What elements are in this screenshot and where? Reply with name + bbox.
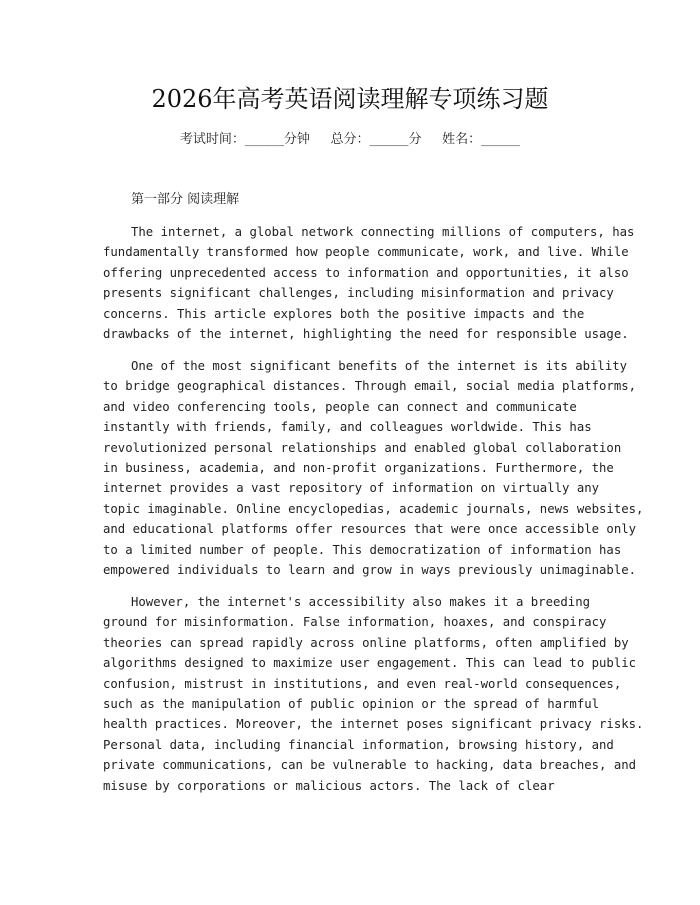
text-line: instantly with friends, family, and colleagues worldwide. This has	[103, 420, 592, 435]
section-heading: 第一部分 阅读理解	[131, 192, 240, 207]
text-line: internet provides a vast repository of information on virtually any	[103, 481, 600, 496]
text-line: topic imaginable. Online encyclopedias, academic journals, news websites,	[103, 501, 644, 516]
text-line: in business, academia, and non-profit organizations. Furthermore, the	[103, 460, 614, 475]
text-line: private communications, can be vulnerable to hacking, data breaches, and	[103, 758, 637, 773]
text-line: fundamentally transformed how people communicate, work, and live. While	[103, 245, 629, 260]
text-line: health practices. Moreover, the internet poses significant privacy risks.	[103, 717, 644, 732]
page-title: 2026年高考英语阅读理解专项练习题	[151, 85, 549, 113]
text-line: confusion, mistrust in institutions, and even real-world consequences,	[103, 676, 622, 691]
text-line: to a limited number of people. This democratization of information has	[103, 542, 622, 557]
text-line: revolutionized personal relationships and enabled global collaboration	[103, 440, 622, 455]
paragraph-1	[103, 222, 635, 344]
paragraph-2	[103, 356, 644, 580]
text-line: offering unprecedented access to information and opportunities, it also	[103, 265, 629, 280]
text-line: misuse by corporations or malicious actors. The lack of clear	[103, 778, 555, 793]
text-line: drawbacks of the internet, highlighting the need for responsible usage.	[103, 326, 629, 341]
text-line: and video conferencing tools, people can connect and communicate	[103, 399, 577, 414]
text-line: theories can spread rapidly across online platforms, often amplified by	[103, 635, 629, 650]
text-line: and educational platforms offer resources that were once accessible only	[103, 522, 637, 537]
text-line: ground for misinformation. False information, hoaxes, and conspiracy	[103, 615, 607, 630]
text-line: to bridge geographical distances. Through email, social media platforms,	[103, 379, 637, 394]
text-line: concerns. This article explores both the positive impacts and the	[103, 306, 585, 321]
exam-info-line: 考试时间：______分钟 总分：______分 姓名：______	[179, 132, 521, 147]
text-line: such as the manipulation of public opinion or the spread of harmful	[103, 696, 600, 711]
text-line: Personal data, including financial information, browsing history, and	[103, 737, 614, 752]
text-line: However, the internet's accessibility also makes it a breeding	[131, 595, 591, 609]
paragraph-3	[103, 592, 644, 796]
text-line: empowered individuals to learn and grow in ways previously unimaginable.	[103, 562, 637, 577]
text-line: The internet, a global network connecting millions of computers, has	[131, 225, 635, 239]
text-line: algorithms designed to maximize user engagement. This can lead to public	[103, 656, 637, 671]
text-line: presents significant challenges, including misinformation and privacy	[103, 286, 614, 301]
text-line: One of the most significant benefits of the internet is its ability	[131, 359, 628, 373]
